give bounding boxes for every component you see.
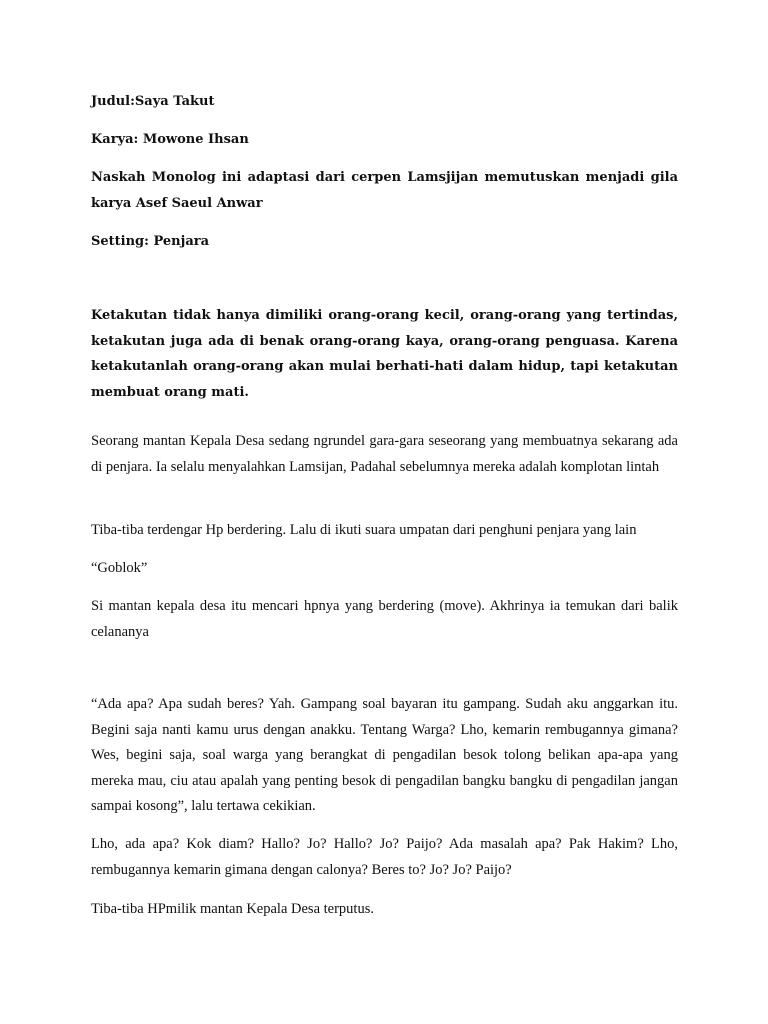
dialogue-phone-call: “Ada apa? Apa sudah beres? Yah. Gampang soal bayaran itu gampang. Sudah aku anggarkan itu. Begini saja nanti kamu urus dengan anakku. Tentang Warga? Lho, kemarin rembugannya gimana? Wes, begini saja, soal warga yang berangkat di pengadilan besok tolong belikan apa-apa yang mereka mau, ciu atau apalah yang penting besok di pengadilan bangku bangku di pengadilan jangan sampai kosong”, lalu tertawa cekikian. bbox=[91, 696, 678, 814]
adaptation-note: Naskah Monolog ini adaptasi dari cerpen Lamsjijan memutuskan menjadi gila karya Asef Saeul Anwar bbox=[91, 170, 678, 211]
setting-line: Setting: Penjara bbox=[91, 234, 210, 249]
stage-direction-search: Si mantan kepala desa itu mencari hpnya yang berdering (move). Akhrinya ia temukan dari balik celananya bbox=[91, 598, 678, 640]
stage-direction-phone: Tiba-tiba terdengar Hp berdering. Lalu di ikuti suara umpatan dari penghuni penjara yang lain bbox=[91, 522, 637, 538]
stage-direction-intro: Seorang mantan Kepala Desa sedang ngrundel gara-gara seseorang yang membuatnya sekarang ada di penjara. Ia selalu menyalahkan Lamsijan, Padahal sebelumnya mereka adalah komplotan lintah bbox=[91, 433, 678, 475]
stage-direction-disconnect: Tiba-tiba HPmilik mantan Kepala Desa terputus. bbox=[91, 901, 374, 917]
document-page bbox=[91, 0, 678, 1024]
script-title: Judul:Saya Takut bbox=[91, 94, 215, 109]
dialogue-hallo: Lho, ada apa? Kok diam? Hallo? Jo? Hallo? Jo? Paijo? Ada masalah apa? Pak Hakim? Lho, rembugannya kemarin gimana dengan calonya? Beres to? Jo? Jo? Paijo? bbox=[91, 836, 678, 878]
dialogue-goblok: “Goblok” bbox=[91, 560, 148, 576]
script-author: Karya: Mowone Ihsan bbox=[91, 132, 249, 147]
opening-paragraph: Ketakutan tidak hanya dimiliki orang-orang kecil, orang-orang yang tertindas, ketakutan juga ada di benak orang-orang kaya, orang-orang penguasa. Karena ketakutanlah orang-orang akan mulai berhati-hati dalam hidup, tapi ketakutan membuat orang mati. bbox=[91, 308, 678, 400]
